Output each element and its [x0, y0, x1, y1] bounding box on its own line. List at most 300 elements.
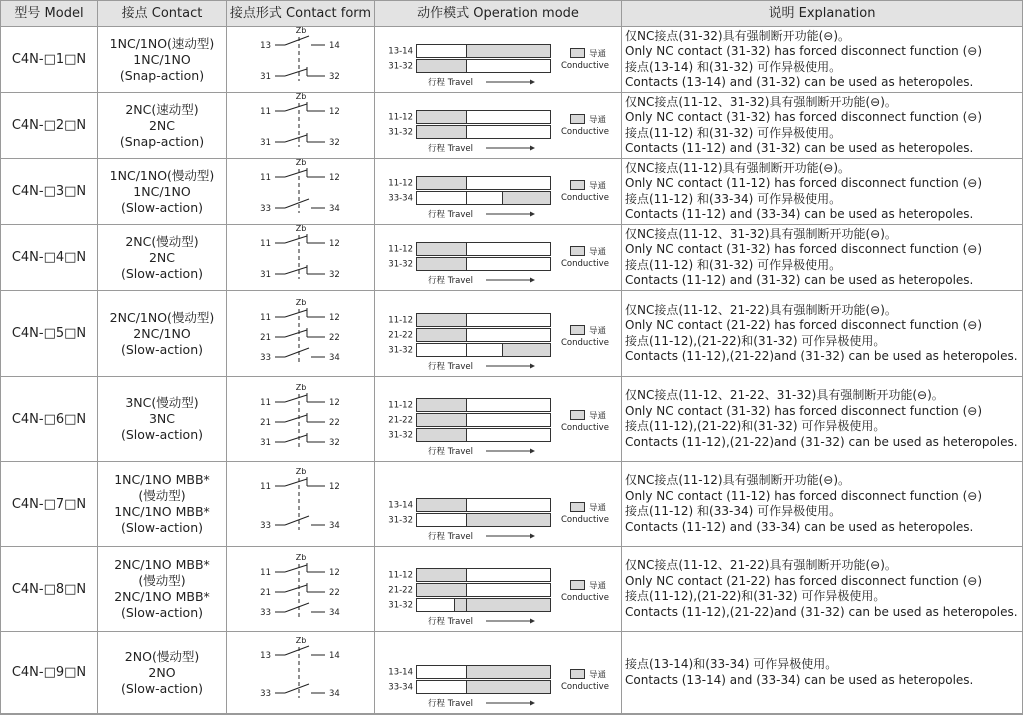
contact-type-line: 3NC(慢动型) — [125, 395, 199, 410]
contact-type-line: 2NC/1NO(慢动型) — [109, 309, 215, 325]
explanation-line: 仅NC接点(11-12、21-22)具有强制断开功能(⊖)。 — [625, 302, 897, 317]
travel-label: 行程 Travel — [428, 78, 473, 88]
contact-type-line: (Snap-action) — [119, 133, 205, 149]
operation-mode-diagram — [375, 225, 621, 290]
operation-mode-diagram — [375, 159, 621, 224]
explanation-cell — [622, 225, 1022, 290]
operation-mode-diagram — [375, 462, 621, 546]
contact-symbol — [260, 328, 340, 343]
contact-type-cell — [98, 377, 226, 461]
explanation-line: Only NC contact (21-22) has forced disconnect function (⊖) — [625, 573, 983, 588]
header-contact: 接点 Contact — [121, 6, 203, 21]
contact-symbol — [260, 583, 340, 598]
contact-type-line: (慢动型) — [138, 488, 186, 503]
terminal-label: 33 — [260, 608, 271, 618]
operation-terminal-label: 21-22 — [388, 330, 413, 341]
explanation-line: Contacts (11-12),(21-22)and (31-32) can be used as heteropoles. — [625, 604, 1018, 619]
header-model: 型号 Model — [14, 6, 84, 21]
explanation-cell — [622, 377, 1022, 461]
contact-symbol — [260, 67, 340, 82]
contact-type-line: 3NC — [148, 411, 176, 426]
operation-terminal-label: 21-22 — [388, 585, 413, 596]
zb-label: Zb — [295, 383, 307, 392]
model-cell: C4N-□9□N — [11, 665, 87, 680]
operation-terminal-label: 33-34 — [388, 193, 413, 204]
contact-symbol — [260, 413, 340, 428]
explanation-line: 仅NC接点(31-32)具有强制断开功能(⊖)。 — [625, 28, 851, 43]
operation-terminal-label: 33-34 — [388, 682, 413, 693]
legend-cn-label: 导通 — [589, 49, 607, 60]
terminal-label: 12 — [329, 482, 340, 492]
zb-label: Zb — [295, 225, 307, 233]
contact-symbol — [260, 308, 340, 323]
conductive-legend — [561, 326, 609, 349]
operation-terminal-label: 31-32 — [388, 127, 413, 138]
travel-label: 行程 Travel — [428, 144, 473, 154]
terminal-label: 14 — [329, 651, 340, 661]
operation-terminal-label: 31-32 — [388, 600, 413, 611]
contact-type-line: 2NC/1NO MBB* — [114, 557, 210, 572]
model-cell: C4N-□8□N — [11, 581, 87, 597]
contact-symbol — [260, 393, 340, 408]
zb-label: Zb — [295, 159, 307, 167]
contact-type-line: (Slow-action) — [120, 199, 204, 215]
contact-form-cell — [227, 291, 374, 376]
terminal-label: 22 — [329, 418, 340, 428]
operation-mode-diagram — [375, 547, 621, 631]
operation-bar — [388, 314, 550, 327]
explanation-cell — [622, 159, 1022, 224]
explanation-line: 接点(11-12),(21-22)和(31-32) 可作异极使用。 — [625, 419, 886, 433]
conductive-legend — [561, 181, 609, 204]
legend-cn-label: 导通 — [589, 247, 607, 258]
terminal-label: 22 — [329, 588, 340, 598]
contact-form-diagram — [227, 93, 374, 158]
contact-type-line: (慢动型) — [138, 573, 186, 588]
explanation-line: Contacts (11-12),(21-22)and (31-32) can be used as heteropoles. — [625, 349, 1018, 363]
operation-bar — [388, 414, 550, 427]
contact-form-cell — [227, 632, 374, 713]
operation-terminal-label: 31-32 — [388, 61, 413, 72]
contact-type-cell — [98, 93, 226, 158]
travel-arrowhead — [530, 80, 535, 85]
terminal-label: 11 — [260, 239, 271, 249]
table-header — [1, 1, 1022, 27]
operation-mode-diagram — [375, 377, 621, 461]
contact-form-cell — [227, 377, 374, 461]
operation-mode-cell — [375, 159, 621, 224]
zb-label: Zb — [295, 93, 307, 101]
header-operation-mode: 动作模式 Operation mode — [417, 6, 579, 21]
table-row — [1, 377, 1022, 462]
column-divider — [97, 1, 98, 714]
operation-bar — [388, 192, 550, 205]
explanation-cell — [622, 291, 1022, 376]
operation-terminal-label: 11-12 — [388, 400, 413, 411]
contact-symbol — [260, 433, 340, 448]
contact-form-diagram — [227, 632, 374, 713]
terminal-label: 31 — [260, 270, 271, 280]
operation-bar — [388, 45, 550, 58]
contact-type-line: (Slow-action) — [120, 427, 204, 442]
table-row — [1, 632, 1022, 714]
contact-type-line: 1NC/1NO(速动型) — [109, 35, 215, 51]
explanation-line: Only NC contact (31-32) has forced disconnect function (⊖) — [625, 403, 983, 418]
terminal-label: 34 — [329, 521, 340, 531]
contact-form-diagram — [227, 291, 374, 376]
legend-en-label: Conductive — [561, 515, 609, 525]
operation-terminal-label: 13-14 — [388, 667, 413, 678]
terminal-label: 33 — [260, 689, 271, 699]
legend-cn-label: 导通 — [589, 115, 607, 126]
table-row — [1, 159, 1022, 225]
contact-type-cell — [98, 159, 226, 224]
operation-terminal-label: 31-32 — [388, 430, 413, 441]
contact-form-cell — [227, 547, 374, 631]
terminal-label: 33 — [260, 353, 271, 363]
operation-bar — [388, 111, 550, 124]
explanation-line: 接点(11-12) 和(33-34) 可作异极使用。 — [625, 504, 842, 518]
travel-label: 行程 Travel — [428, 362, 473, 372]
terminal-label: 22 — [329, 333, 340, 343]
explanation-line: Contacts (13-14) and (33-34) can be used as heteropoles. — [625, 672, 974, 687]
contact-symbol — [260, 199, 340, 214]
terminal-label: 34 — [329, 608, 340, 618]
explanation-line: Contacts (11-12) and (31-32) can be used as heteropoles. — [625, 141, 974, 155]
contact-type-line: 2NO(慢动型) — [124, 648, 200, 664]
travel-arrowhead — [530, 278, 535, 283]
terminal-label: 11 — [260, 482, 271, 492]
operation-bar — [388, 177, 550, 190]
travel-label: 行程 Travel — [428, 447, 473, 457]
operation-mode-diagram — [375, 93, 621, 158]
operation-mode-cell — [375, 225, 621, 290]
terminal-label: 12 — [329, 568, 340, 578]
contact-type-line: 1NC/1NO — [133, 183, 191, 199]
terminal-label: 21 — [260, 418, 271, 428]
table-row — [1, 93, 1022, 159]
operation-terminal-label: 31-32 — [388, 259, 413, 270]
terminal-label: 11 — [260, 568, 271, 578]
terminal-label: 33 — [260, 204, 271, 214]
zb-label: Zb — [295, 298, 307, 307]
conductive-swatch — [571, 49, 585, 58]
conductive-swatch — [571, 181, 585, 190]
contact-symbol — [260, 516, 340, 531]
explanation-line: 仅NC接点(11-12、31-32)具有强制断开功能(⊖)。 — [625, 94, 897, 109]
operation-bar — [388, 329, 550, 342]
conductive-legend — [561, 247, 609, 270]
operation-terminal-label: 11-12 — [388, 178, 413, 189]
contact-form-diagram — [227, 27, 374, 92]
explanation-line: 仅NC接点(11-12、21-22、31-32)具有强制断开功能(⊖)。 — [625, 388, 944, 402]
zb-label: Zb — [295, 27, 307, 35]
operation-mode-cell — [375, 27, 621, 92]
contact-symbol — [260, 684, 340, 699]
terminal-label: 34 — [329, 689, 340, 699]
model-cell: C4N-□1□N — [11, 52, 87, 67]
contact-form-cell — [227, 27, 374, 92]
operation-bar — [388, 499, 550, 512]
explanation-line: 仅NC接点(11-12、31-32)具有强制断开功能(⊖)。 — [625, 226, 897, 241]
contact-form-cell — [227, 93, 374, 158]
conductive-legend — [561, 670, 609, 693]
operation-mode-cell — [375, 462, 621, 546]
contact-symbol — [260, 348, 340, 363]
conductive-legend — [561, 49, 609, 72]
contact-symbol — [260, 563, 340, 578]
travel-arrowhead — [530, 534, 535, 539]
terminal-label: 12 — [329, 398, 340, 408]
terminal-label: 12 — [329, 313, 340, 323]
contact-form-diagram — [227, 159, 374, 224]
travel-arrowhead — [530, 449, 535, 454]
conductive-legend — [561, 503, 609, 526]
model-cell: C4N-□5□N — [11, 326, 87, 341]
contact-type-cell — [98, 225, 226, 290]
contact-symbol — [260, 603, 340, 618]
legend-cn-label: 导通 — [589, 181, 607, 192]
model-cell: C4N-□3□N — [11, 184, 87, 199]
operation-terminal-label: 31-32 — [388, 345, 413, 356]
travel-arrowhead — [530, 619, 535, 624]
legend-cn-label: 导通 — [589, 503, 607, 514]
operation-bar — [388, 258, 550, 271]
explanation-line: Only NC contact (31-32) has forced disconnect function (⊖) — [625, 110, 983, 124]
travel-arrowhead — [530, 364, 535, 369]
explanation-line: Only NC contact (31-32) has forced disconnect function (⊖) — [625, 44, 983, 58]
operation-terminal-label: 13-14 — [388, 500, 413, 511]
contact-symbol — [260, 477, 340, 492]
explanation-line: Contacts (13-14) and (31-32) can be used as heteropoles. — [625, 75, 974, 89]
table-row — [1, 225, 1022, 291]
contact-type-line: (Slow-action) — [120, 605, 204, 620]
operation-mode-cell — [375, 93, 621, 158]
terminal-label: 12 — [329, 173, 340, 183]
legend-en-label: Conductive — [561, 193, 609, 203]
explanation-line: 仅NC接点(11-12、21-22)具有强制断开功能(⊖)。 — [625, 558, 897, 572]
terminal-label: 31 — [260, 438, 271, 448]
column-divider — [226, 1, 227, 714]
explanation-line: 接点(11-12) 和(33-34) 可作异极使用。 — [625, 191, 842, 206]
conductive-legend — [561, 115, 609, 138]
explanation-line: Contacts (11-12) and (33-34) can be used as heteropoles. — [625, 519, 974, 534]
contact-symbol — [260, 265, 340, 280]
explanation-cell — [622, 462, 1022, 546]
terminal-label: 11 — [260, 313, 271, 323]
operation-terminal-label: 11-12 — [388, 570, 413, 581]
terminal-label: 32 — [329, 72, 340, 82]
contact-type-line: 2NC(速动型) — [125, 101, 199, 117]
travel-arrowhead — [530, 146, 535, 151]
operation-bar — [388, 569, 550, 582]
explanation-line: Only NC contact (11-12) has forced disconnect function (⊖) — [625, 488, 983, 503]
legend-en-label: Conductive — [561, 127, 609, 137]
legend-cn-label: 导通 — [589, 670, 607, 681]
operation-mode-cell — [375, 547, 621, 631]
terminal-label: 21 — [260, 333, 271, 343]
conductive-swatch — [571, 326, 585, 335]
terminal-label: 13 — [260, 651, 271, 661]
contact-type-line: 1NC/1NO(慢动型) — [109, 167, 215, 183]
contact-type-line: 1NC/1NO MBB* — [114, 472, 210, 487]
operation-terminal-label: 21-22 — [388, 415, 413, 426]
model-cell: C4N-□2□N — [11, 118, 87, 133]
contact-type-line: 2NO — [148, 664, 176, 680]
explanation-line: 仅NC接点(11-12)具有强制断开功能(⊖)。 — [625, 160, 851, 175]
terminal-label: 21 — [260, 588, 271, 598]
explanation-line: Contacts (11-12) and (31-32) can be used as heteropoles. — [625, 273, 974, 287]
terminal-label: 32 — [329, 270, 340, 280]
contact-type-line: (Slow-action) — [120, 680, 204, 696]
model-cell: C4N-□6□N — [11, 411, 87, 427]
conductive-swatch — [571, 581, 585, 590]
operation-terminal-label: 11-12 — [388, 315, 413, 326]
header-explanation: 说明 Explanation — [768, 6, 876, 21]
operation-bar — [388, 344, 550, 357]
terminal-label: 32 — [329, 138, 340, 148]
explanation-line: Only NC contact (31-32) has forced disconnect function (⊖) — [625, 242, 983, 256]
header-contact-form: 接点形式 Contact form — [229, 6, 372, 21]
conductive-swatch — [571, 411, 585, 420]
travel-label: 行程 Travel — [428, 276, 473, 286]
contact-form-cell — [227, 225, 374, 290]
model-cell: C4N-□4□N — [11, 250, 87, 265]
terminal-label: 32 — [329, 438, 340, 448]
contact-type-cell — [98, 27, 226, 92]
operation-bar — [388, 60, 550, 73]
legend-en-label: Conductive — [561, 259, 609, 269]
contact-type-line: 2NC — [148, 117, 176, 133]
operation-mode-cell — [375, 632, 621, 713]
contact-symbol — [260, 646, 340, 661]
explanation-line: Only NC contact (21-22) has forced disconnect function (⊖) — [625, 318, 983, 332]
explanation-cell — [622, 93, 1022, 158]
contact-type-line: 2NC — [148, 249, 176, 265]
terminal-label: 31 — [260, 138, 271, 148]
operation-mode-diagram — [375, 27, 621, 92]
contact-type-line: 2NC/1NO — [133, 325, 191, 341]
terminal-label: 11 — [260, 398, 271, 408]
legend-en-label: Conductive — [561, 423, 609, 433]
terminal-label: 12 — [329, 239, 340, 249]
explanation-cell — [622, 632, 1022, 713]
operation-bar — [388, 429, 550, 442]
contact-type-cell — [98, 462, 226, 546]
conductive-swatch — [571, 247, 585, 256]
explanation-line: 仅NC接点(11-12)具有强制断开功能(⊖)。 — [625, 473, 851, 487]
conductive-legend — [561, 411, 609, 434]
table-row — [1, 547, 1022, 632]
operation-bar — [388, 584, 550, 597]
terminal-label: 14 — [329, 41, 340, 51]
conductive-swatch — [571, 115, 585, 124]
contact-form-diagram — [227, 377, 374, 461]
travel-arrowhead — [530, 212, 535, 217]
explanation-line: Contacts (11-12),(21-22)and (31-32) can be used as heteropoles. — [625, 434, 1018, 449]
contact-form-cell — [227, 159, 374, 224]
contact-type-line: (Slow-action) — [120, 520, 204, 535]
operation-bar — [388, 666, 550, 679]
contact-form-diagram — [227, 225, 374, 290]
terminal-label: 34 — [329, 353, 340, 363]
terminal-label: 33 — [260, 521, 271, 531]
contact-type-line: 1NC/1NO MBB* — [114, 504, 210, 519]
conductive-swatch — [571, 503, 585, 512]
operation-bar — [388, 126, 550, 139]
zb-label: Zb — [295, 467, 307, 476]
terminal-label: 11 — [260, 173, 271, 183]
zb-label: Zb — [295, 636, 307, 645]
contact-type-line: (Snap-action) — [119, 67, 205, 83]
operation-bar — [388, 599, 550, 612]
contact-type-line: (Slow-action) — [120, 265, 204, 281]
explanation-line: 接点(11-12) 和(31-32) 可作异极使用。 — [625, 125, 842, 140]
table-row — [1, 291, 1022, 377]
terminal-label: 13 — [260, 41, 271, 51]
operation-bar — [388, 243, 550, 256]
contact-symbol — [260, 102, 340, 117]
zb-label: Zb — [295, 553, 307, 562]
travel-label: 行程 Travel — [428, 532, 473, 542]
legend-en-label: Conductive — [561, 682, 609, 692]
contact-type-line: 2NC(慢动型) — [125, 233, 199, 249]
explanation-line: Contacts (11-12) and (33-34) can be used as heteropoles. — [625, 207, 974, 221]
travel-label: 行程 Travel — [428, 699, 473, 709]
contact-type-line: (Slow-action) — [120, 341, 204, 357]
contact-type-cell — [98, 291, 226, 376]
model-cell: C4N-□7□N — [11, 496, 87, 512]
operation-mode-cell — [375, 377, 621, 461]
contact-form-diagram — [227, 547, 374, 631]
explanation-line: 接点(11-12),(21-22)和(31-32) 可作异极使用。 — [625, 333, 886, 348]
legend-en-label: Conductive — [561, 338, 609, 348]
contact-symbol — [260, 234, 340, 249]
explanation-line: 接点(11-12) 和(31-32) 可作异极使用。 — [625, 257, 842, 272]
explanation-line: 接点(13-14)和(33-34) 可作异极使用。 — [625, 657, 838, 671]
operation-mode-cell — [375, 291, 621, 376]
operation-terminal-label: 11-12 — [388, 244, 413, 255]
operation-terminal-label: 13-14 — [388, 46, 413, 57]
explanation-line: 接点(11-12),(21-22)和(31-32) 可作异极使用。 — [625, 589, 886, 603]
terminal-label: 34 — [329, 204, 340, 214]
contact-symbol — [260, 36, 340, 51]
contact-form-cell — [227, 462, 374, 546]
contact-symbol — [260, 168, 340, 183]
explanation-cell — [622, 27, 1022, 92]
travel-arrowhead — [530, 701, 535, 706]
terminal-label: 12 — [329, 107, 340, 117]
operation-terminal-label: 31-32 — [388, 515, 413, 526]
explanation-cell — [622, 547, 1022, 631]
column-divider — [374, 1, 375, 714]
operation-bar — [388, 514, 550, 527]
contact-form-diagram — [227, 462, 374, 546]
column-divider — [621, 1, 622, 714]
table-row — [1, 462, 1022, 547]
explanation-line: Only NC contact (11-12) has forced disconnect function (⊖) — [625, 176, 983, 190]
legend-en-label: Conductive — [561, 593, 609, 603]
operation-terminal-label: 11-12 — [388, 112, 413, 123]
table-row — [1, 27, 1022, 93]
explanation-line: 接点(13-14) 和(31-32) 可作异极使用。 — [625, 59, 842, 74]
contact-type-cell — [98, 547, 226, 631]
contact-type-line: 2NC/1NO MBB* — [114, 589, 210, 604]
operation-mode-diagram — [375, 632, 621, 713]
legend-cn-label: 导通 — [589, 326, 607, 337]
conductive-swatch — [571, 670, 585, 679]
legend-en-label: Conductive — [561, 61, 609, 71]
